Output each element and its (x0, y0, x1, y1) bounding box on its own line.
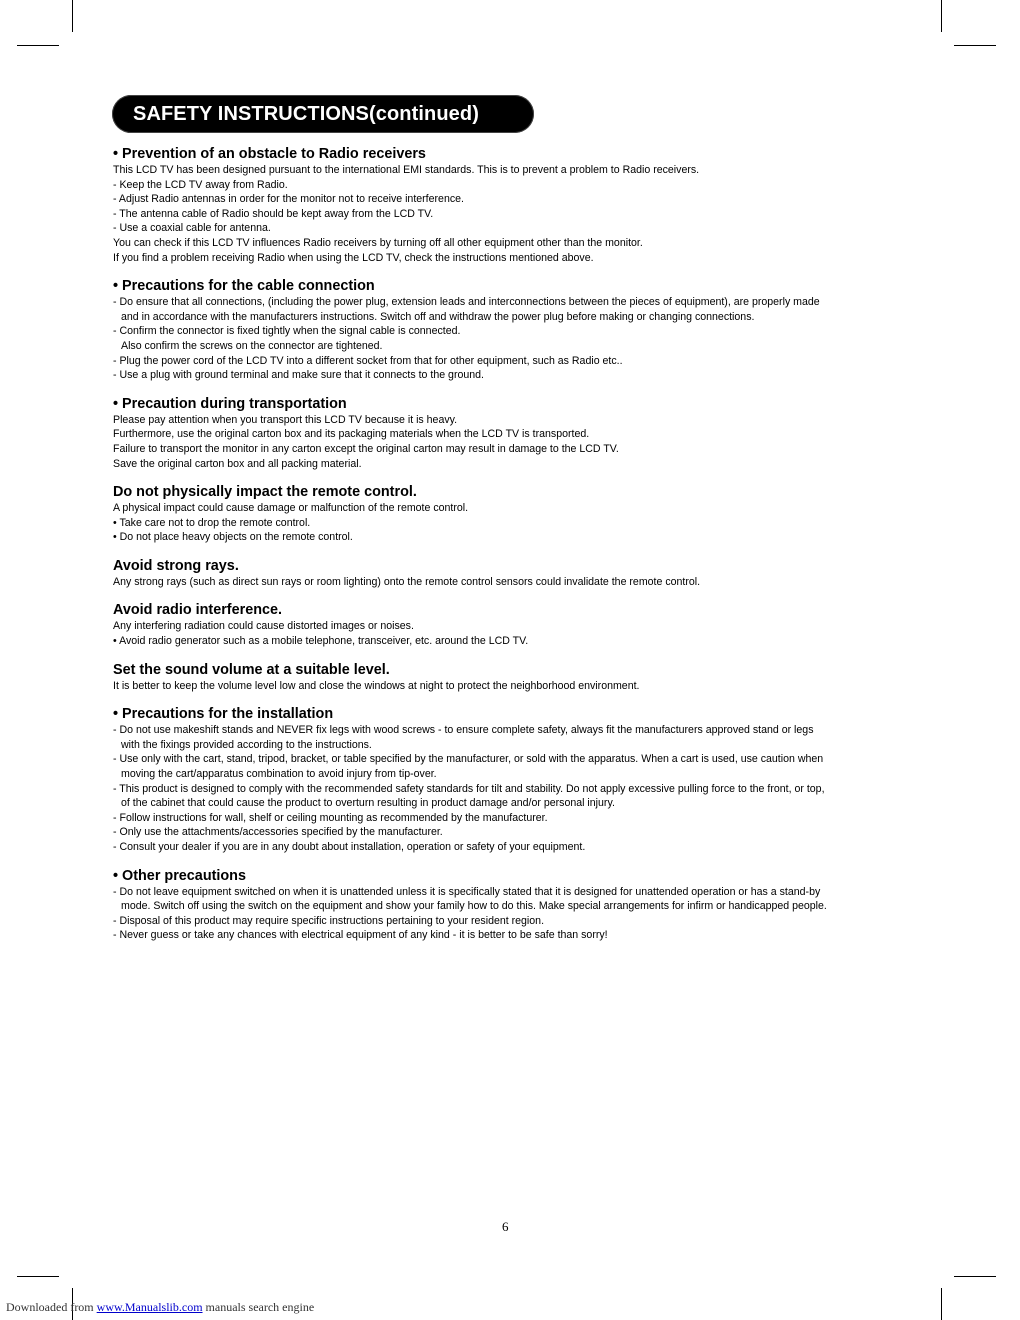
section-radio-receivers (113, 146, 908, 265)
text-line: with the fixings provided according to the instructions. (121, 738, 372, 751)
text-line: of the cabinet that could cause the product to overturn resulting in product damage and/or personal injury. (121, 797, 615, 810)
text-line: If you find a problem receiving Radio when using the LCD TV, check the instructions mentioned above. (113, 251, 594, 264)
page-number: 6 (502, 1219, 509, 1234)
text-line: This LCD TV has been designed pursuant to the international EMI standards. This is to prevent a problem to Radio receivers. (113, 164, 700, 176)
text-line: Furthermore, use the original carton box and its packaging materials when the LCD TV is transported. (113, 428, 590, 441)
text-line: - Keep the LCD TV away from Radio. (113, 178, 288, 191)
text-line: Failure to transport the monitor in any carton except the original carton may result in damage to the LCD TV. (113, 442, 619, 455)
text-line: Save the original carton box and all packing material. (113, 457, 362, 470)
text-line: • Avoid radio generator such as a mobile telephone, transceiver, etc. around the LCD TV. (113, 635, 529, 648)
section-transportation (113, 396, 908, 471)
crop-mark (941, 0, 942, 32)
section-other-precautions (113, 868, 908, 943)
section-heading: • Precautions for the cable connection (113, 278, 375, 295)
text-line: Please pay attention when you transport this LCD TV because it is heavy. (113, 413, 458, 426)
section-sound-volume (113, 662, 908, 694)
manualslib-link[interactable]: www.Manualslib.com (96, 1300, 203, 1314)
crop-mark (954, 45, 996, 46)
text-line: - Do ensure that all connections, (including the power plug, extension leads and interconnections between the pieces of equipment), are properly made (113, 296, 820, 309)
text-line: - Use only with the cart, stand, tripod, bracket, or table specified by the manufacturer, or sold with the apparatus. When a cart is used, use caution when (113, 753, 824, 766)
section-heading: Set the sound volume at a suitable level. (113, 661, 390, 678)
text-line: - Use a coaxial cable for antenna. (113, 222, 271, 235)
crop-mark (17, 1276, 59, 1277)
text-line: - The antenna cable of Radio should be kept away from the LCD TV. (113, 207, 434, 220)
section-installation (113, 706, 908, 854)
text-line: A physical impact could cause damage or malfunction of the remote control. (113, 502, 469, 515)
section-heading: Avoid strong rays. (113, 557, 239, 574)
crop-mark (954, 1276, 996, 1277)
text-line: Also confirm the screws on the connector are tightened. (121, 339, 383, 352)
text-line: Any strong rays (such as direct sun rays or room lighting) onto the remote control sensors could invalidate the remote control. (113, 575, 701, 588)
section-heading: Avoid radio interference. (113, 602, 282, 619)
crop-mark (72, 0, 73, 32)
safety-content (113, 146, 908, 956)
text-line: - Do not leave equipment switched on when it is unattended unless it is specifically stated that it is designed for unattended operation or has a stand-by (113, 885, 821, 898)
text-line: It is better to keep the volume level low and close the windows at night to protect the neighborhood environment. (113, 679, 640, 692)
text-line: - Never guess or take any chances with electrical equipment of any kind - it is better to be safe than sorry! (113, 929, 608, 942)
footer-suffix: manuals search engine (205, 1300, 315, 1314)
section-heading: Do not physically impact the remote control. (113, 484, 417, 501)
page-title-banner (112, 95, 534, 133)
section-radio-interference (113, 602, 908, 648)
text-line: - Only use the attachments/accessories specified by the manufacturer. (113, 826, 443, 839)
text-line: moving the cart/apparatus combination to avoid injury from tip-over. (121, 768, 437, 781)
section-heading: • Other precautions (113, 867, 246, 884)
download-footer (6, 1300, 314, 1315)
text-line: - Do not use makeshift stands and NEVER fix legs with wood screws - to ensure complete safety, always fit the manufacturers approved stand or legs (113, 724, 814, 737)
footer-prefix: Downloaded from (6, 1300, 94, 1314)
text-line: • Take care not to drop the remote control. (113, 516, 311, 529)
crop-mark (17, 45, 59, 46)
section-strong-rays (113, 558, 908, 590)
crop-mark (941, 1288, 942, 1320)
text-line: mode. Switch off using the switch on the equipment and show your family how to do this. Make special arrangements for infirm or handicapped people. (121, 900, 827, 913)
text-line: - Adjust Radio antennas in order for the monitor not to receive interference. (113, 193, 464, 206)
text-line: - Consult your dealer if you are in any doubt about installation, operation or safety of your equipment. (113, 841, 586, 853)
text-line: - Plug the power cord of the LCD TV into a different socket from that for other equipment, such as Radio etc.. (113, 354, 623, 367)
text-line: - Use a plug with ground terminal and make sure that it connects to the ground. (113, 369, 484, 382)
section-heading: • Prevention of an obstacle to Radio receivers (113, 146, 426, 162)
text-line: - Disposal of this product may require specific instructions pertaining to your resident region. (113, 914, 545, 927)
text-line: and in accordance with the manufacturers instructions. Switch off and withdraw the power plug before making or changing connections. (121, 310, 755, 323)
text-line: Any interfering radiation could cause distorted images or noises. (113, 620, 414, 633)
section-remote-impact (113, 484, 908, 545)
text-line: - Confirm the connector is fixed tightly when the signal cable is connected. (113, 325, 461, 338)
section-cable-connection (113, 278, 908, 383)
section-heading: • Precautions for the installation (113, 706, 334, 723)
text-line: • Do not place heavy objects on the remote control. (113, 531, 353, 544)
text-line: - Follow instructions for wall, shelf or ceiling mounting as recommended by the manufacturer. (113, 811, 548, 824)
text-line: - This product is designed to comply with the recommended safety standards for tilt and stability. Do not apply excessive pulling force to the front, or top, (113, 782, 825, 795)
page-title: SAFETY INSTRUCTIONS(continued) (133, 103, 479, 125)
section-heading: • Precaution during transportation (113, 395, 347, 412)
text-line: You can check if this LCD TV influences Radio receivers by turning off all other equipment other than the monitor. (113, 236, 643, 249)
